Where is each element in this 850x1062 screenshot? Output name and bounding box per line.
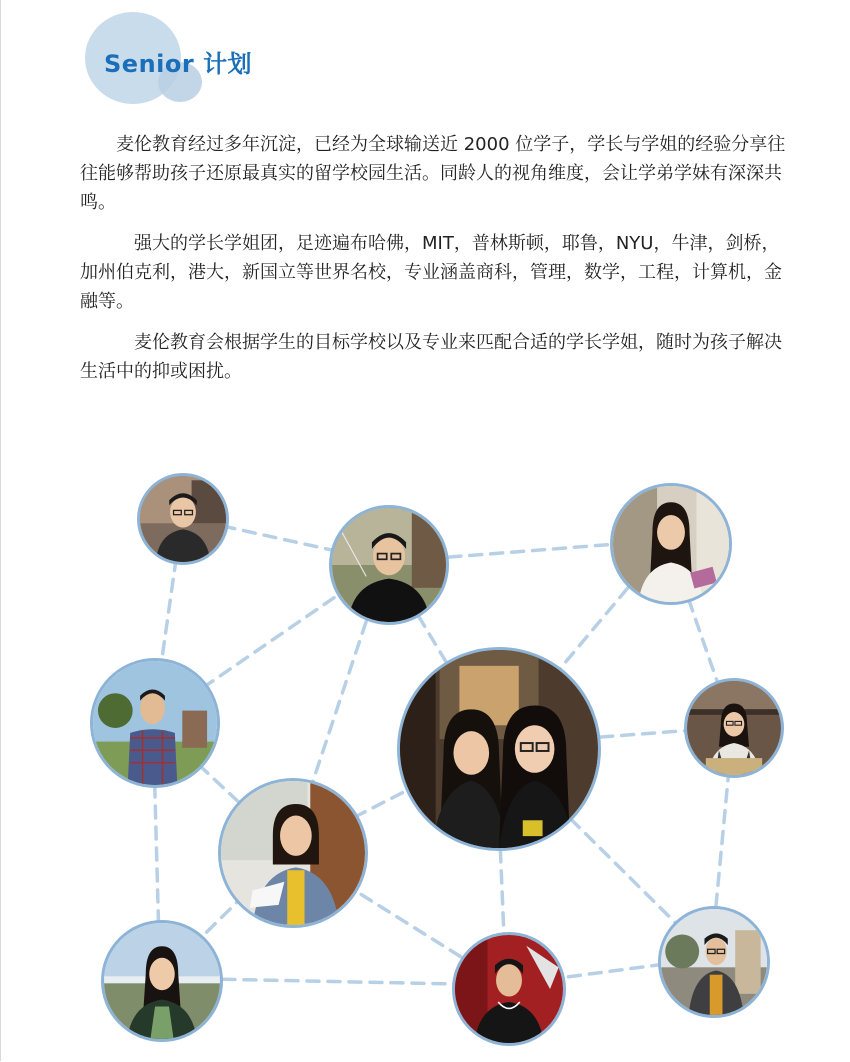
senior-photo-1 <box>137 473 229 565</box>
intro-paragraph-2: 强大的学长学姐团，足迹遍布哈佛，MIT，普林斯顿，耶鲁，NYU，牛津，剑桥，加州伯克利，港大，新国立等世界名校，专业涵盖商科，管理，数学，工程，计算机，金融等。 <box>80 233 782 312</box>
senior-photo-4 <box>90 658 220 788</box>
page-title-en: Senior <box>104 50 195 78</box>
intro-paragraph-3: 麦伦教育会根据学生的目标学校以及专业来匹配合适的学长学姐，随时为孩子解决生活中的抑或困扰。 <box>80 332 782 382</box>
senior-photo-10 <box>658 906 770 1018</box>
senior-photo-3 <box>610 483 732 605</box>
senior-photo-2 <box>329 505 449 625</box>
senior-photo-9 <box>452 932 566 1046</box>
senior-photo-6 <box>684 678 784 778</box>
senior-photo-5 <box>397 647 601 851</box>
senior-photo-8 <box>101 920 223 1042</box>
senior-photo-7 <box>218 778 368 928</box>
intro-paragraph-1: 麦伦教育经过多年沉淀，已经为全球输送近 2000 位学子，学长与学姐的经验分享往往能够帮助孩子还原最真实的留学校园生活。同龄人的视角维度，会让学弟学妹有深深共鸣。 <box>80 134 786 213</box>
page-title-cn: 计划 <box>203 50 253 78</box>
